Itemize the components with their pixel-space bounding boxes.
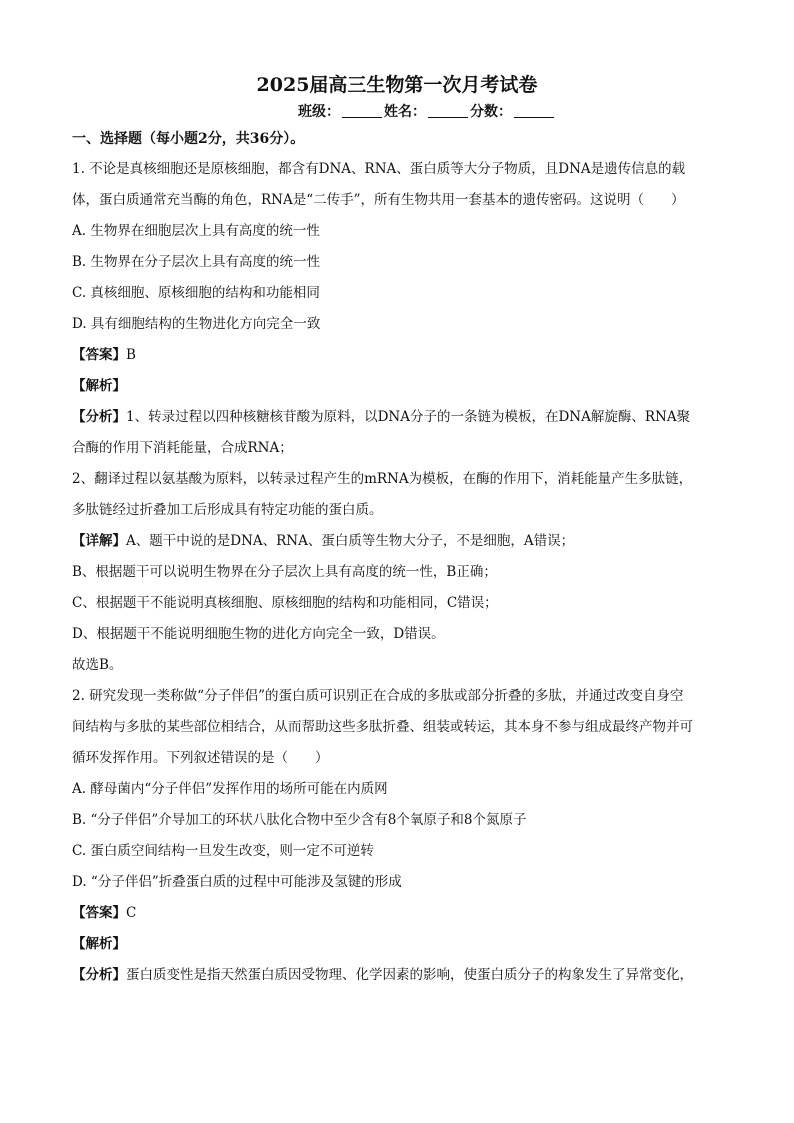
- q1-fenxi-line-3: 2、翻译过程以氨基酸为原料，以转录过程产生的mRNA为模板，在酶的作用下，消耗能量产生多肽链，: [72, 471, 693, 487]
- section-heading: 一、选择题（每小题2分，共36分）。: [72, 131, 305, 147]
- q2-fenxi-text-1: 蛋白质变性是指天然蛋白质因受物理、化学因素的影响，使蛋白质分子的构象发生了异常变化，: [126, 967, 693, 983]
- q2-option-a: A. 酵母菌内“分子伴侣”发挥作用的场所可能在内质网: [72, 781, 388, 797]
- q1-option-c: C. 真核细胞、原核细胞的结构和功能相同: [72, 285, 320, 301]
- q1-option-b: B. 生物界在分子层次上具有高度的统一性: [72, 254, 321, 270]
- question-2: [72, 681, 722, 991]
- q1-analysis-heading: [72, 371, 722, 402]
- q1-detail-d: D、根据题干不能说明细胞生物的进化方向完全一致，D错误。: [72, 626, 445, 642]
- q2-answer: [72, 898, 722, 929]
- score-label: 分数：: [470, 104, 512, 120]
- exam-page: [72, 62, 722, 991]
- q2-stem-line-1: 2. 研究发现一类称做“分子伴侣”的蛋白质可识别正在合成的多肽或部分折叠的多肽，并通过改变自身空: [72, 688, 684, 704]
- answer-tag: 【答案】: [72, 347, 126, 363]
- q1-fenxi-line-4: 多肽链经过折叠加工后形成具有特定功能的蛋白质。: [72, 502, 383, 518]
- question-1: [72, 154, 722, 681]
- fenxi-tag: 【分析】: [72, 409, 126, 425]
- answer-tag: 【答案】: [72, 905, 126, 921]
- q2-option-c: C. 蛋白质空间结构一旦发生改变，则一定不可逆转: [72, 843, 374, 859]
- analysis-tag: 【解析】: [72, 936, 126, 952]
- q1-fenxi-line-1: [72, 402, 722, 433]
- score-blank[interactable]: [514, 103, 554, 118]
- q1-fenxi-line-2: 合酶的作用下消耗能量，合成RNA；: [72, 440, 293, 456]
- name-label: 姓名：: [384, 104, 426, 120]
- q1-stem-line-2: 体，蛋白质通常充当酶的角色，RNA是“二传手”，所有生物共用一套基本的遗传密码。这说明（ ）: [72, 192, 685, 208]
- q1-option-a: A. 生物界在细胞层次上具有高度的统一性: [72, 223, 320, 239]
- q2-fenxi-line-1: [72, 960, 722, 991]
- q2-stem-line-2: 间结构与多肽的某些部位相结合，从而帮助这些多肽折叠、组装或转运，其本身不参与组成最终产物并可: [72, 719, 693, 735]
- q2-option-d: D. “分子伴侣”折叠蛋白质的过程中可能涉及氢键的形成: [72, 874, 402, 890]
- student-info-line: [72, 100, 722, 124]
- q1-fenxi-text-1: 1、转录过程以四种核糖核苷酸为原料，以DNA分子的一条链为模板，在DNA解旋酶、RNA聚: [126, 409, 691, 425]
- detail-tag: 【详解】: [72, 533, 126, 549]
- analysis-tag: 【解析】: [72, 378, 126, 394]
- q1-detail-a-text: A、题干中说的是DNA、RNA、蛋白质等生物大分子，不是细胞，A错误；: [126, 533, 575, 549]
- q1-detail-b: B、根据题干可以说明生物界在分子层次上具有高度的统一性，B正确；: [72, 564, 497, 580]
- q1-option-d: D. 具有细胞结构的生物进化方向完全一致: [72, 316, 321, 332]
- q1-detail-a: [72, 526, 722, 557]
- q2-analysis-heading: [72, 929, 722, 960]
- name-blank[interactable]: [428, 103, 468, 118]
- fenxi-tag: 【分析】: [72, 967, 126, 983]
- class-blank[interactable]: [342, 103, 382, 118]
- q2-stem-line-3: 循环发挥作用。下列叙述错误的是（ ）: [72, 750, 329, 766]
- q1-answer: [72, 340, 722, 371]
- q2-option-b: B. “分子伴侣”介导加工的环状八肽化合物中至少含有8个氧原子和8个氮原子: [72, 812, 527, 828]
- q1-conclusion: 故选B。: [72, 657, 123, 673]
- q1-detail-c: C、根据题干不能说明真核细胞、原核细胞的结构和功能相同，C错误；: [72, 595, 498, 611]
- q1-stem-line-1: 1. 不论是真核细胞还是原核细胞，都含有DNA、RNA、蛋白质等大分子物质，且DNA是遗传信息的载: [72, 161, 686, 177]
- q1-answer-value: B: [126, 347, 136, 363]
- page-title: 2025届高三生物第一次月考试卷: [256, 74, 538, 96]
- class-label: 班级：: [298, 104, 340, 120]
- q2-answer-value: C: [126, 905, 137, 921]
